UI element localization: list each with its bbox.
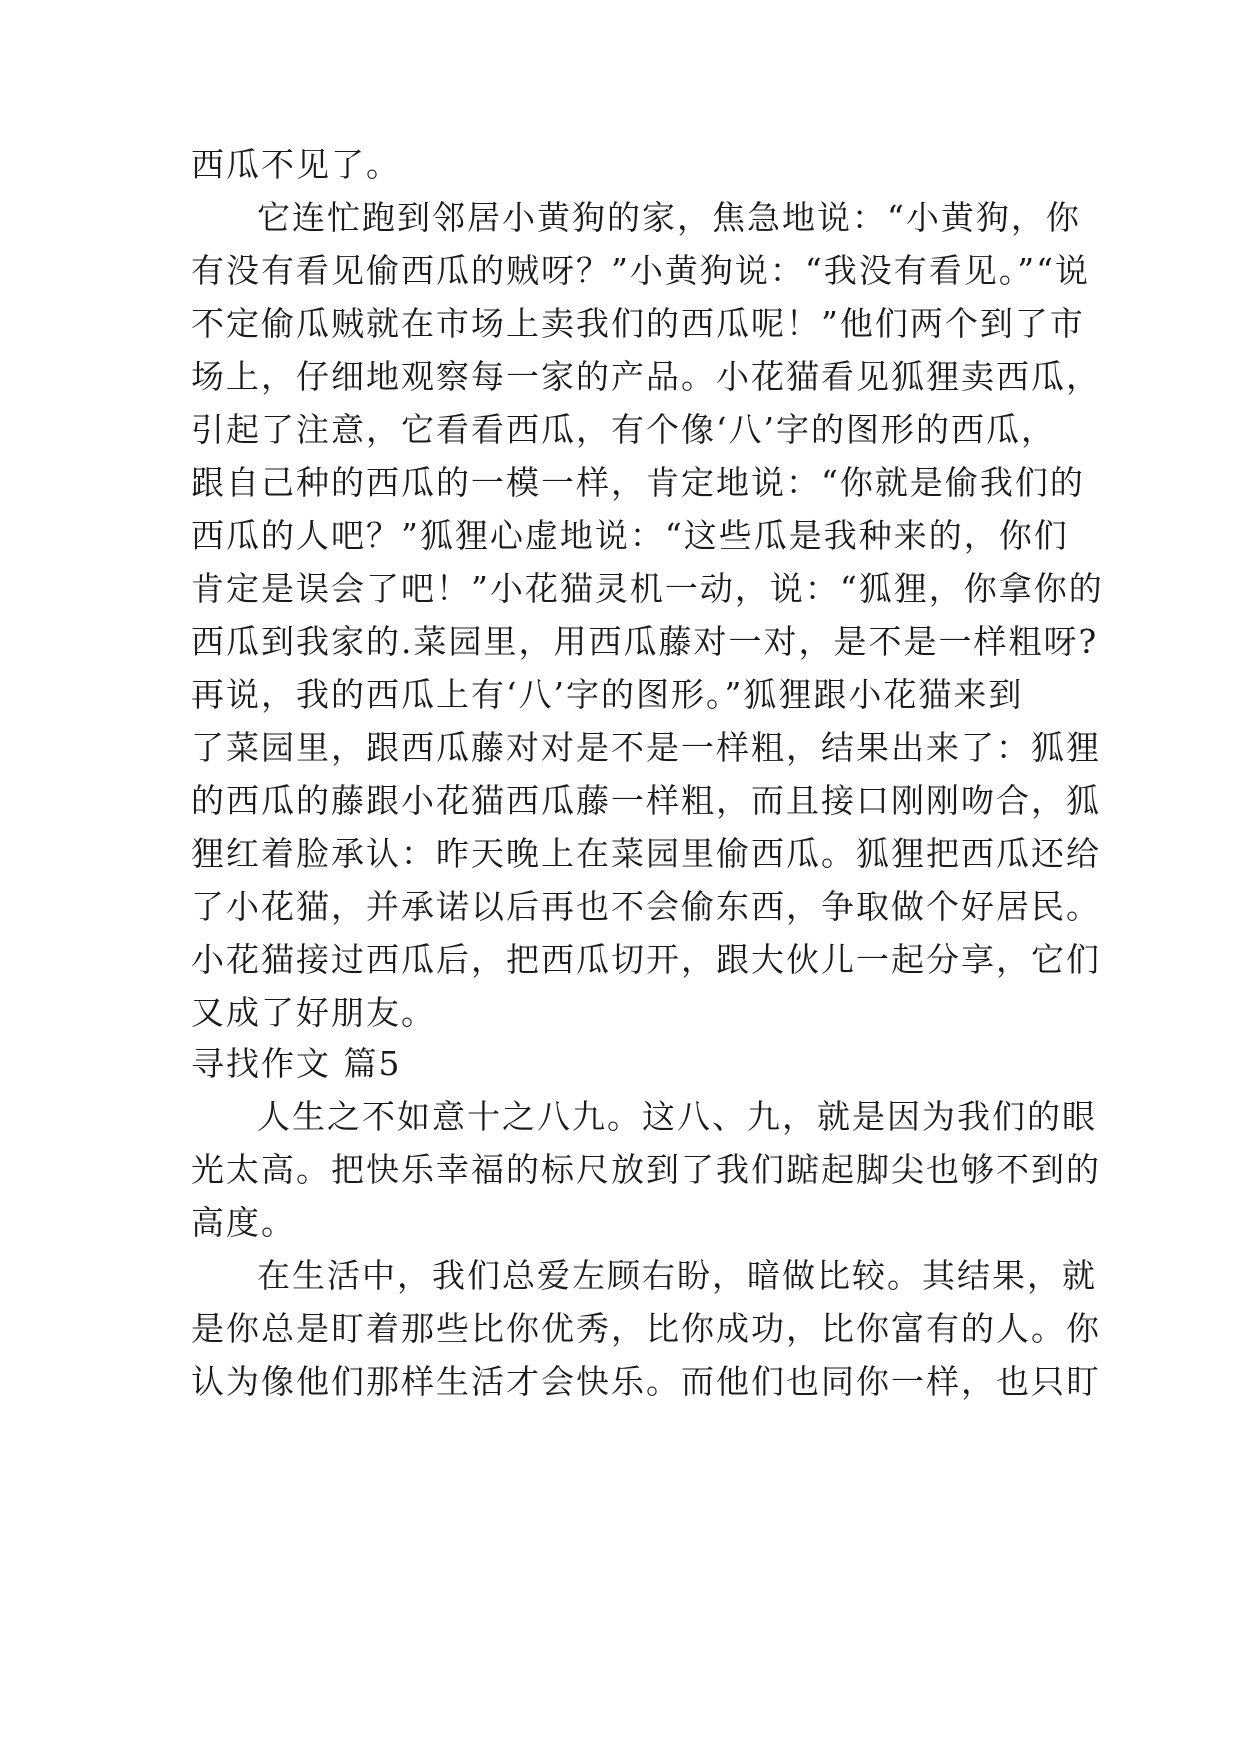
- text-line: 又成了好朋友。: [191, 993, 436, 1032]
- text-line: 西瓜到我家的.菜园里，用西瓜藤对一对，是不是一样粗呀?: [191, 622, 1099, 661]
- text-line: 跟自己种的西瓜的一模一样，肯定地说：“你就是偷我们的: [191, 463, 1085, 502]
- text-line: 有没有看见偷西瓜的贼呀？”小黄狗说：“我没有看见。”“说: [191, 251, 1090, 290]
- text-line: 认为像他们那样生活才会快乐。而他们也同你一样，也只盯: [191, 1362, 1101, 1401]
- paragraph-start-line: 在生活中，我们总爱左顾右盼，暗做比较。其结果，就: [257, 1256, 1097, 1295]
- text-line: 不定偷瓜贼就在市场上卖我们的西瓜呢！”他们两个到了市: [191, 304, 1085, 343]
- text-line: 的西瓜的藤跟小花猫西瓜藤一样粗，而且接口刚刚吻合，狐: [191, 781, 1101, 820]
- text-line: 场上，仔细地观察每一家的产品。小花猫看见狐狸卖西瓜，: [191, 357, 1101, 396]
- text-line: 小花猫接过西瓜后，把西瓜切开，跟大伙儿一起分享，它们: [191, 940, 1101, 979]
- text-line: 了小花猫，并承诺以后再也不会偷东西，争取做个好居民。: [191, 887, 1101, 926]
- text-line: 西瓜的人吧？”狐狸心虚地说：“这些瓜是我种来的，你们: [191, 516, 1069, 555]
- text-line: 再说，我的西瓜上有‘八’字的图形。”狐狸跟小花猫来到: [191, 675, 1024, 714]
- text-line: 光太高。把快乐幸福的标尺放到了我们踮起脚尖也够不到的: [191, 1150, 1101, 1189]
- paragraph-start-line: 它连忙跑到邻居小黄狗的家，焦急地说：“小黄狗，你: [257, 198, 1081, 237]
- text-line: 了菜园里，跟西瓜藤对对是不是一样粗，结果出来了：狐狸: [191, 728, 1101, 767]
- text-line: 西瓜不见了。: [191, 145, 401, 184]
- text-line: 肯定是误会了吧！”小花猫灵机一动，说：“狐狸，你拿你的: [191, 569, 1104, 608]
- text-line: 狸红着脸承认：昨天晚上在菜园里偷西瓜。狐狸把西瓜还给: [191, 834, 1101, 873]
- section-heading: 寻找作文 篇5: [191, 1044, 402, 1083]
- text-line: 是你总是盯着那些比你优秀，比你成功，比你富有的人。你: [191, 1309, 1101, 1348]
- text-line: 引起了注意，它看看西瓜，有个像‘八’字的图形的西瓜，: [191, 410, 1056, 449]
- paragraph-start-line: 人生之不如意十之八九。这八、九，就是因为我们的眼: [257, 1097, 1097, 1136]
- text-line: 高度。: [191, 1203, 296, 1242]
